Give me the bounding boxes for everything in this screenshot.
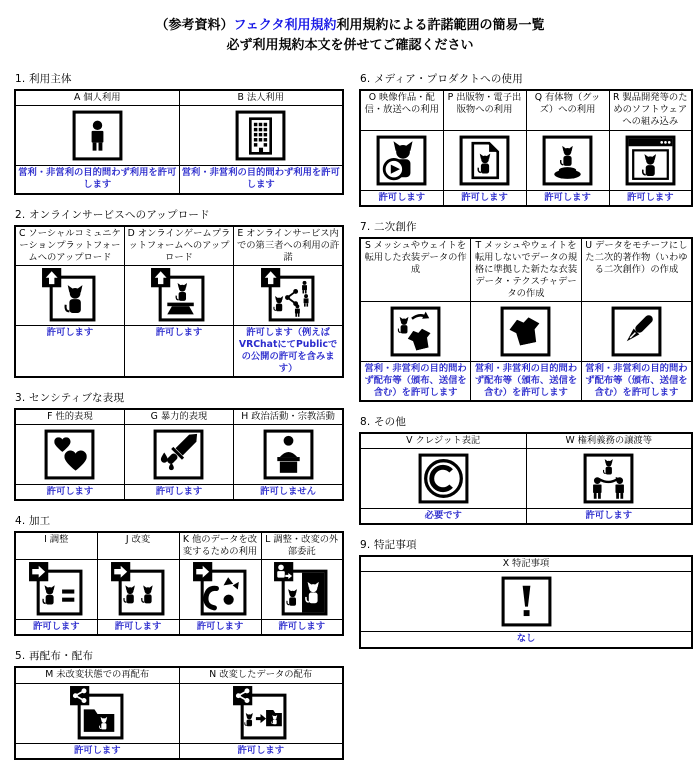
cell-result: 許可します <box>124 325 233 377</box>
cell-result: 許可します <box>261 620 343 636</box>
copyright-icon <box>415 450 472 507</box>
cell-result: 許可します <box>124 485 233 501</box>
upload-share-permission-icon <box>260 267 317 324</box>
cell-header: R 製品開発等のためのソフトウェアへの組み込み <box>609 90 692 130</box>
cell-result: 許可します <box>609 190 692 206</box>
others-table <box>359 432 693 525</box>
cell-header: H 政治活動・宗教活動 <box>234 409 343 425</box>
hearts-icon <box>41 426 98 483</box>
cell-result: 許可します <box>443 190 526 206</box>
cell-header: S メッシュやウェイトを転用した衣装データの作成 <box>360 238 471 302</box>
cell-result: 許可します <box>526 190 609 206</box>
adjust-cat-equals-icon <box>28 561 85 618</box>
cat-parts-icon <box>192 561 249 618</box>
cell-result: 許可します <box>179 743 343 759</box>
usage-subject-table <box>14 89 344 194</box>
cell-result: 許可します <box>526 509 692 525</box>
new-costume-icon <box>497 303 554 360</box>
cell-header: I 調整 <box>15 532 97 560</box>
cell-header: W 権利義務の譲渡等 <box>526 433 692 449</box>
title-suffix: 利用規約による許諾範囲の簡易一覧 <box>336 18 545 33</box>
cell-result: 許可します <box>15 743 179 759</box>
knife-icon <box>150 426 207 483</box>
cell-result: 許可します <box>15 620 97 636</box>
cell-header: P 出版物・電子出版物への利用 <box>443 90 526 130</box>
cell-header: L 調整・改変の外部委託 <box>261 532 343 560</box>
right-column <box>359 71 693 660</box>
cell-header: M 未改変状態での再配布 <box>15 667 179 683</box>
cell-result: 許可します <box>97 620 179 636</box>
special-notes-table <box>359 555 693 648</box>
cell-result: 営利・非営利の目的問わず配布等（頒布、送信を含む）を許可します <box>471 361 582 401</box>
section-heading: 1. 利用主体 <box>15 73 72 86</box>
cell-header: B 法人利用 <box>179 90 343 106</box>
cell-result: 許可します <box>179 620 261 636</box>
reuse-costume-icon <box>387 303 444 360</box>
cell-result: 許可しません <box>234 485 343 501</box>
cell-result: 許可します <box>15 485 124 501</box>
building-icon <box>232 107 289 164</box>
title-line-2: 必ず利用規約本文を併せてご確認ください <box>226 38 474 54</box>
video-play-cat-icon <box>373 132 430 189</box>
exclamation-icon <box>498 573 555 630</box>
section-heading: 5. 再配布・配布 <box>15 650 94 663</box>
processing-table <box>14 531 344 636</box>
section-online-upload <box>14 207 344 379</box>
section-heading: 4. 加工 <box>15 515 51 528</box>
share-modified-folder-icon <box>232 685 289 742</box>
cell-result: 許可します（例えばVRChatにてPublicでの公開の許可を含みます） <box>234 325 343 377</box>
upload-game-platform-icon <box>150 267 207 324</box>
left-column <box>14 71 344 771</box>
cell-result: 営利・非営利の目的問わず利用を許可します <box>179 166 343 194</box>
terms-link[interactable]: フェクタ利用規約 <box>233 18 337 33</box>
media-product-table <box>359 89 693 206</box>
upload-avatar-icon <box>41 267 98 324</box>
software-window-icon <box>622 132 679 189</box>
share-folder-icon <box>69 685 126 742</box>
section-heading: 7. 二次創作 <box>360 220 417 233</box>
cell-header: G 暴力的表現 <box>124 409 233 425</box>
podium-speech-icon <box>260 426 317 483</box>
online-upload-table <box>14 225 344 379</box>
cell-result: 営利・非営利の目的問わず利用を許可します <box>15 166 179 194</box>
rights-transfer-icon <box>580 450 637 507</box>
section-special-notes <box>359 537 693 648</box>
cell-header: C ソーシャルコミュニケーションプラットフォームへのアップロード <box>15 226 124 266</box>
redistribution-table <box>14 666 344 759</box>
two-column-layout <box>0 71 700 771</box>
page-title <box>0 16 700 56</box>
title-line-1 <box>0 16 700 36</box>
section-processing <box>14 513 344 636</box>
cell-header: T メッシュやウェイトを転用しないでデータの規格に準拠した新たな衣装データ・テクスチャデータの作成 <box>471 238 582 302</box>
modify-two-cats-icon <box>110 561 167 618</box>
fountain-pen-icon <box>608 303 665 360</box>
outsourcing-icon <box>273 561 330 618</box>
sensitive-expression-table <box>14 408 344 501</box>
cell-header: X 特記事項 <box>360 556 692 572</box>
publication-page-icon <box>456 132 513 189</box>
section-derivative-works <box>359 219 693 403</box>
cell-header: J 改変 <box>97 532 179 560</box>
section-heading: 3. センシティブな表現 <box>15 392 125 405</box>
section-media-product <box>359 71 693 206</box>
cell-result: なし <box>360 632 692 648</box>
cell-result: 営利・非営利の目的問わず配布等（頒布、送信を含む）を許可します <box>360 361 471 401</box>
cell-header: V クレジット表記 <box>360 433 526 449</box>
cell-header: O 映像作品・配信・放送への利用 <box>360 90 443 130</box>
cell-header: E オンラインサービス内での第三者への利用の許諾 <box>234 226 343 266</box>
cell-header: A 個人利用 <box>15 90 179 106</box>
person-icon <box>69 107 126 164</box>
cell-header: F 性的表現 <box>15 409 124 425</box>
cell-header: Q 有体物（グッズ）への利用 <box>526 90 609 130</box>
section-redistribution <box>14 648 344 759</box>
section-others <box>359 414 693 525</box>
goods-figurine-icon <box>539 132 596 189</box>
cell-header: D オンラインゲームプラットフォームへのアップロード <box>124 226 233 266</box>
cell-header: N 改変したデータの配布 <box>179 667 343 683</box>
cell-result: 許可します <box>15 325 124 377</box>
derivative-works-table <box>359 237 693 403</box>
cell-result: 必要です <box>360 509 526 525</box>
section-heading: 8. その他 <box>360 416 407 429</box>
cell-result: 営利・非営利の目的問わず配布等（頒布、送信を含む）を許可します <box>581 361 692 401</box>
cell-header: U データをモチーフにした二次的著作物（いわゆる二次創作）の作成 <box>581 238 692 302</box>
title-prefix: （参考資料） <box>155 18 234 33</box>
section-sensitive-expression <box>14 390 344 501</box>
section-heading: 9. 特記事項 <box>360 539 417 552</box>
section-heading: 2. オンラインサービスへのアップロード <box>15 208 210 221</box>
section-usage-subject <box>14 71 344 194</box>
section-heading: 6. メディア・プロダクトへの使用 <box>360 73 523 86</box>
cell-result: 許可します <box>360 190 443 206</box>
cell-header: K 他のデータを改変するための利用 <box>179 532 261 560</box>
